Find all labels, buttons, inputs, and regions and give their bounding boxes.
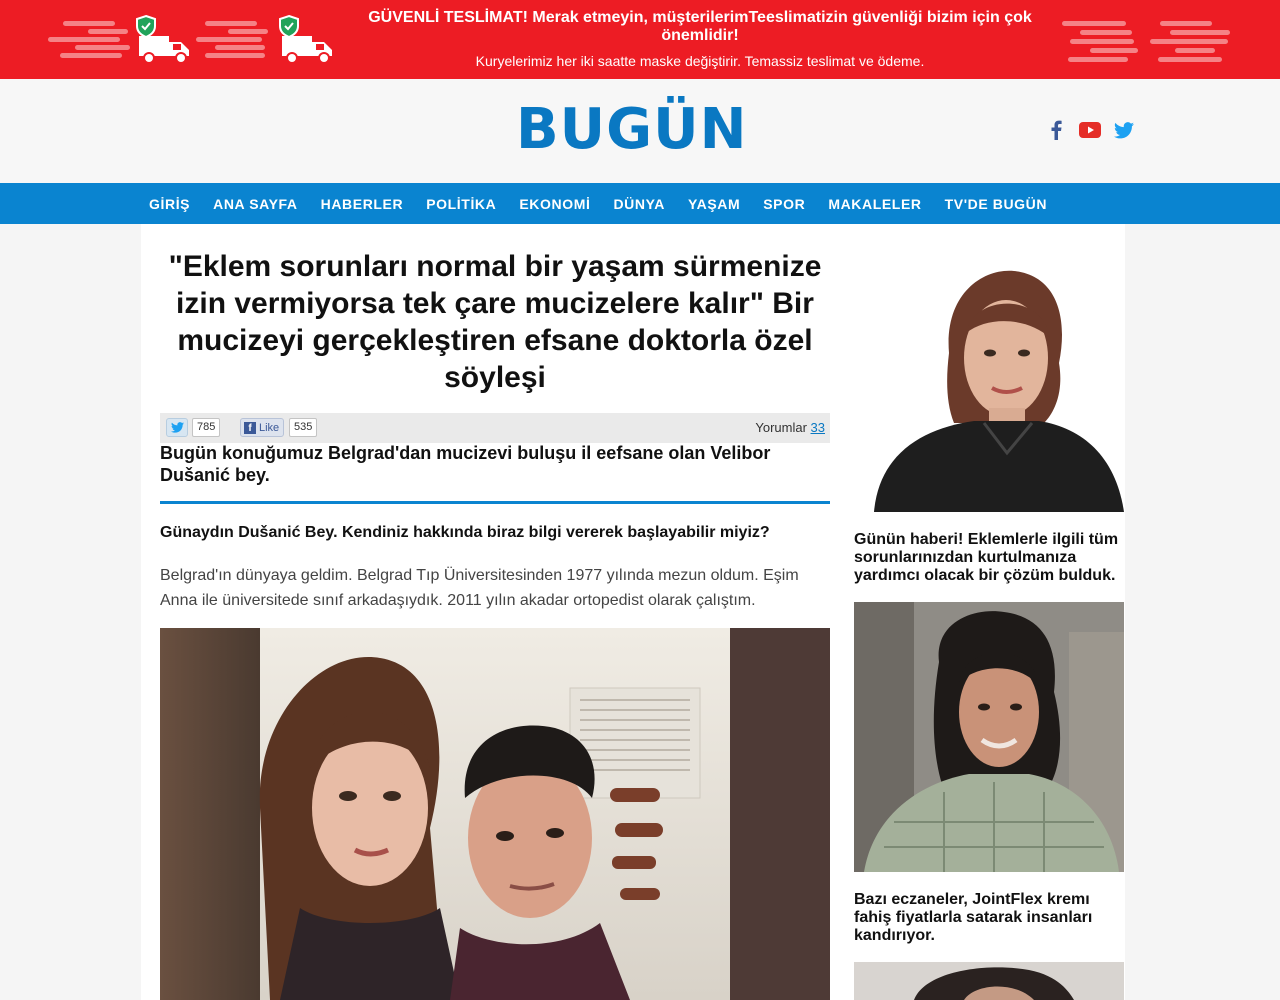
banner-subline: Kuryelerimiz her iki saatte maske değiştirir. Temassiz teslimat ve ödeme. [475, 53, 925, 69]
article-lead: Bugün konuğumuz Belgrad'dan mucizevi buluşu il eefsane olan Velibor Dušanić bey. [160, 443, 771, 485]
delivery-truck-icon [135, 14, 201, 66]
couple-photo [160, 628, 830, 1000]
nav-item-ana-sayfa[interactable]: ANA SAYFA [213, 195, 298, 212]
interview-answer: Belgrad'ın dünyaya geldim. Belgrad Tıp Üniversitesinden 1977 yılında mezun oldum. Eşim Anna ile üniversitede sınıf arkadaşıydık. 2011 yılın akadar ortopedist olarak çalıştım. [160, 567, 799, 609]
youtube-icon[interactable] [1079, 119, 1101, 141]
interview-question: Günaydın Dušanić Bey. Kendiniz hakkında biraz bilgi vererek başlayabilir miyiz? [160, 524, 770, 541]
sidebar-caption-2[interactable]: Bazı eczaneler, JointFlex kremı fahiş fiyatlarla satarak insanları kandırıyor. [854, 891, 1093, 944]
sidebar-caption-1[interactable]: Günün haberi! Eklemlerle ilgili tüm sorunlarınızdan kurtulmanıza yardımcı olacak bir çözüm bulduk. [854, 531, 1119, 584]
sidebar-image-woman-2[interactable] [854, 602, 1124, 872]
divider [160, 501, 830, 504]
main-nav [0, 183, 1280, 224]
twitter-icon[interactable] [1113, 119, 1135, 141]
nav-item-politika[interactable]: POLİTİKA [426, 195, 497, 212]
delivery-banner [0, 0, 1280, 79]
comments-count[interactable]: 33 [810, 420, 825, 435]
nav-item-haberler[interactable]: HABERLER [320, 195, 404, 212]
sidebar-image-woman-1[interactable] [854, 253, 1124, 512]
banner-headline: GÜVENLİ TESLİMAT! Merak etmeyin, müşterilerimTeeslimatizin güvenliği bizim için çok önemlidir! [368, 9, 1032, 44]
article-title: "Eklem sorunları normal bir yaşam sürmenize izin vermiyorsa tek çare mucizelere kalır" Bir mucizeyi gerçekleştiren efsane doktorla özel söyleşi [168, 250, 822, 394]
tweet-count: 785 [192, 418, 220, 437]
nav-item-makaleler[interactable]: MAKALELER [828, 195, 922, 212]
nav-item-dunya[interactable]: DÜNYA [613, 195, 665, 212]
share-bar [160, 413, 830, 443]
twitter-icon [171, 422, 184, 433]
sidebar [849, 224, 1125, 1000]
site-header [0, 79, 1280, 183]
nav-item-spor[interactable]: SPOR [763, 195, 806, 212]
sidebar-image-3[interactable] [854, 962, 1124, 1000]
article [141, 224, 849, 1000]
nav-item-yasam[interactable]: YAŞAM [687, 195, 741, 212]
social-links [1045, 119, 1135, 141]
facebook-icon[interactable] [1045, 119, 1067, 141]
facebook-icon: f [244, 422, 256, 434]
like-count: 535 [289, 418, 317, 437]
site-logo[interactable]: BUGÜN [516, 97, 748, 162]
comments-link[interactable] [755, 420, 825, 435]
comments-label: Yorumlar [755, 420, 807, 435]
nav-item-giris[interactable]: GİRİŞ [149, 195, 191, 212]
nav-list [149, 183, 1070, 224]
tweet-button[interactable] [166, 418, 188, 437]
nav-item-tv[interactable]: TV'DE BUGÜN [944, 195, 1048, 212]
like-label: Like [259, 421, 280, 434]
facebook-like-button[interactable] [240, 418, 284, 437]
delivery-truck-icon [278, 14, 344, 66]
nav-item-ekonomi[interactable]: EKONOMİ [519, 195, 591, 212]
